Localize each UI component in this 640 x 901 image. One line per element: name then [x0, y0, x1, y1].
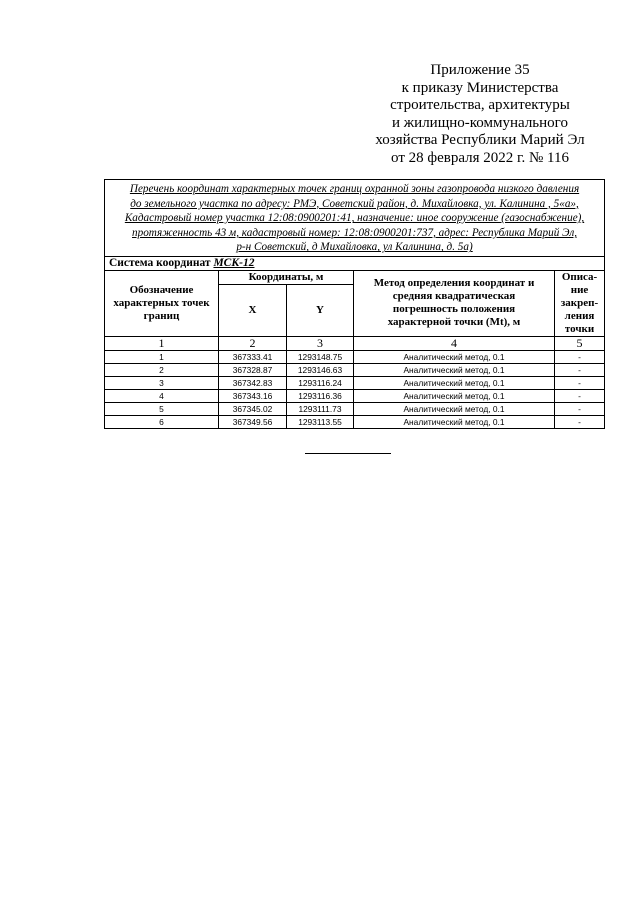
description-cell: - — [555, 402, 605, 415]
caption-line: Кадастровый номер участка 12:08:0900201:41, назначение: иное сооружение (газоснабжение), — [124, 212, 585, 225]
header-x: X — [219, 284, 287, 336]
column-number: 1 — [105, 336, 219, 350]
header-line: Приложение 35 — [430, 62, 530, 78]
header-line: к приказу Министерства — [401, 79, 559, 96]
coordinates-table — [104, 179, 605, 429]
closing-divider — [305, 453, 391, 454]
description-cell: - — [555, 415, 605, 428]
coordinate-system-row — [105, 256, 605, 270]
column-numbers-row — [105, 336, 605, 350]
point-cell: 6 — [105, 415, 219, 428]
description-cell: - — [555, 363, 605, 376]
column-number: 5 — [555, 336, 605, 350]
header-line: хозяйства Республики Марий Эл — [375, 132, 585, 148]
caption-line: р-н Советский, д Михайловка, ул Калинина, д. 5а) — [236, 241, 473, 254]
appendix-header — [360, 62, 600, 167]
header-designation: Обозначение характерных точек границ — [105, 270, 219, 336]
table-row — [105, 376, 605, 389]
x-cell: 367349.56 — [219, 415, 287, 428]
description-cell: - — [555, 350, 605, 363]
column-number: 2 — [219, 336, 287, 350]
point-cell: 4 — [105, 389, 219, 402]
point-cell: 3 — [105, 376, 219, 389]
method-cell: Аналитический метод, 0.1 — [354, 350, 555, 363]
y-cell: 1293148.75 — [287, 350, 354, 363]
x-cell: 367343.16 — [219, 389, 287, 402]
header-method: Метод определения координат и средняя квадратическая погрешность положения характерной точки (Mt), м — [354, 270, 555, 336]
point-cell: 1 — [105, 350, 219, 363]
header-line: строительства, архитектуры — [390, 97, 570, 113]
caption-line: до земельного участка по адресу: РМЭ, Советский район, д. Михайловка, ул. Калинина , 5«а», — [130, 197, 579, 210]
method-cell: Аналитический метод, 0.1 — [354, 376, 555, 389]
method-cell: Аналитический метод, 0.1 — [354, 402, 555, 415]
point-cell: 5 — [105, 402, 219, 415]
table-row — [105, 350, 605, 363]
header-coordinates: Координаты, м — [219, 270, 354, 284]
description-cell: - — [555, 389, 605, 402]
column-number: 3 — [287, 336, 354, 350]
y-cell: 1293146.63 — [287, 363, 354, 376]
table-row — [105, 415, 605, 428]
header-description: Описа- ние закреп- ления точки — [555, 270, 605, 336]
column-number: 4 — [354, 336, 555, 350]
description-cell: - — [555, 376, 605, 389]
x-cell: 367333.41 — [219, 350, 287, 363]
coordinate-system-label: Система координат — [109, 257, 211, 270]
y-cell: 1293116.36 — [287, 389, 354, 402]
method-cell: Аналитический метод, 0.1 — [354, 389, 555, 402]
method-cell: Аналитический метод, 0.1 — [354, 415, 555, 428]
header-line: и жилищно-коммунального — [392, 114, 568, 131]
y-cell: 1293113.55 — [287, 415, 354, 428]
table-row — [105, 363, 605, 376]
point-cell: 2 — [105, 363, 219, 376]
x-cell: 367345.02 — [219, 402, 287, 415]
caption-line: протяженность 43 м, кадастровый номер: 12:08:0900201:737, адрес: Республика Марий Эл, — [132, 226, 578, 239]
header-line: от 28 февраля 2022 г. № 116 — [391, 149, 569, 166]
table-row — [105, 389, 605, 402]
table-caption — [105, 180, 605, 257]
coordinate-system-value: МСК-12 — [213, 257, 255, 270]
x-cell: 367328.87 — [219, 363, 287, 376]
table-row — [105, 402, 605, 415]
header-y: Y — [287, 284, 354, 336]
caption-line: Перечень координат характерных точек границ охранной зоны газопровода низкого давления — [129, 183, 580, 195]
method-cell: Аналитический метод, 0.1 — [354, 363, 555, 376]
y-cell: 1293111.73 — [287, 402, 354, 415]
y-cell: 1293116.24 — [287, 376, 354, 389]
x-cell: 367342.83 — [219, 376, 287, 389]
